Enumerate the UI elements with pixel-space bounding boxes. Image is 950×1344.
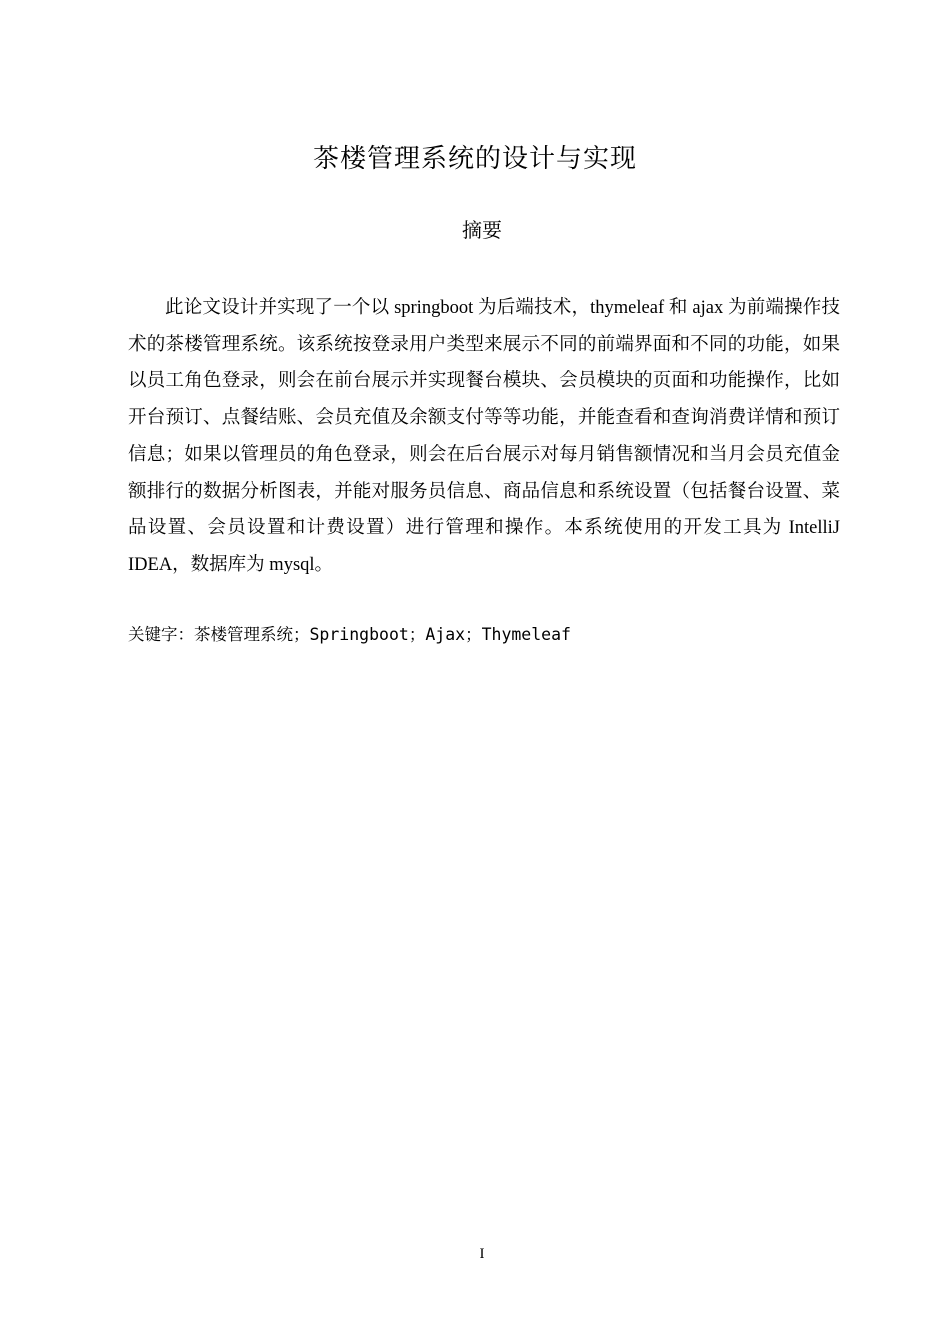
keywords-label: 关键字：: [128, 625, 194, 644]
keywords-text: 茶楼管理系统；Springboot；Ajax；Thymeleaf: [194, 625, 571, 644]
keywords: [128, 621, 848, 649]
page-number: I: [479, 1246, 485, 1262]
abstract-body: 此论文设计并实现了一个以 springboot 为后端技术，thymeleaf 和 ajax 为前端操作技术的茶楼管理系统。该系统按登录用户类型来展示不同的前端界面和不同的功能，如果以员工角色登录，则会在前台展示并实现餐台模块、会员模块的页面和功能操作，比如开台预订、点餐结账、会员充值及余额支付等等功能，并能查看和查询消费详情和预订信息；如果以管理员的角色登录，则会在后台展示对每月销售额情况和当月会员充值金额排行的数据分析图表，并能对服务员信息、商品信息和系统设置（包括餐台设置、菜品设置、会员设置和计费设置）进行管理和操作。本系统使用的开发工具为 IntelliJ IDEA，数据库为 mysql。: [128, 298, 840, 575]
abstract-heading: 摘要: [462, 218, 502, 242]
paper-title: 茶楼管理系统的设计与实现: [312, 144, 637, 174]
